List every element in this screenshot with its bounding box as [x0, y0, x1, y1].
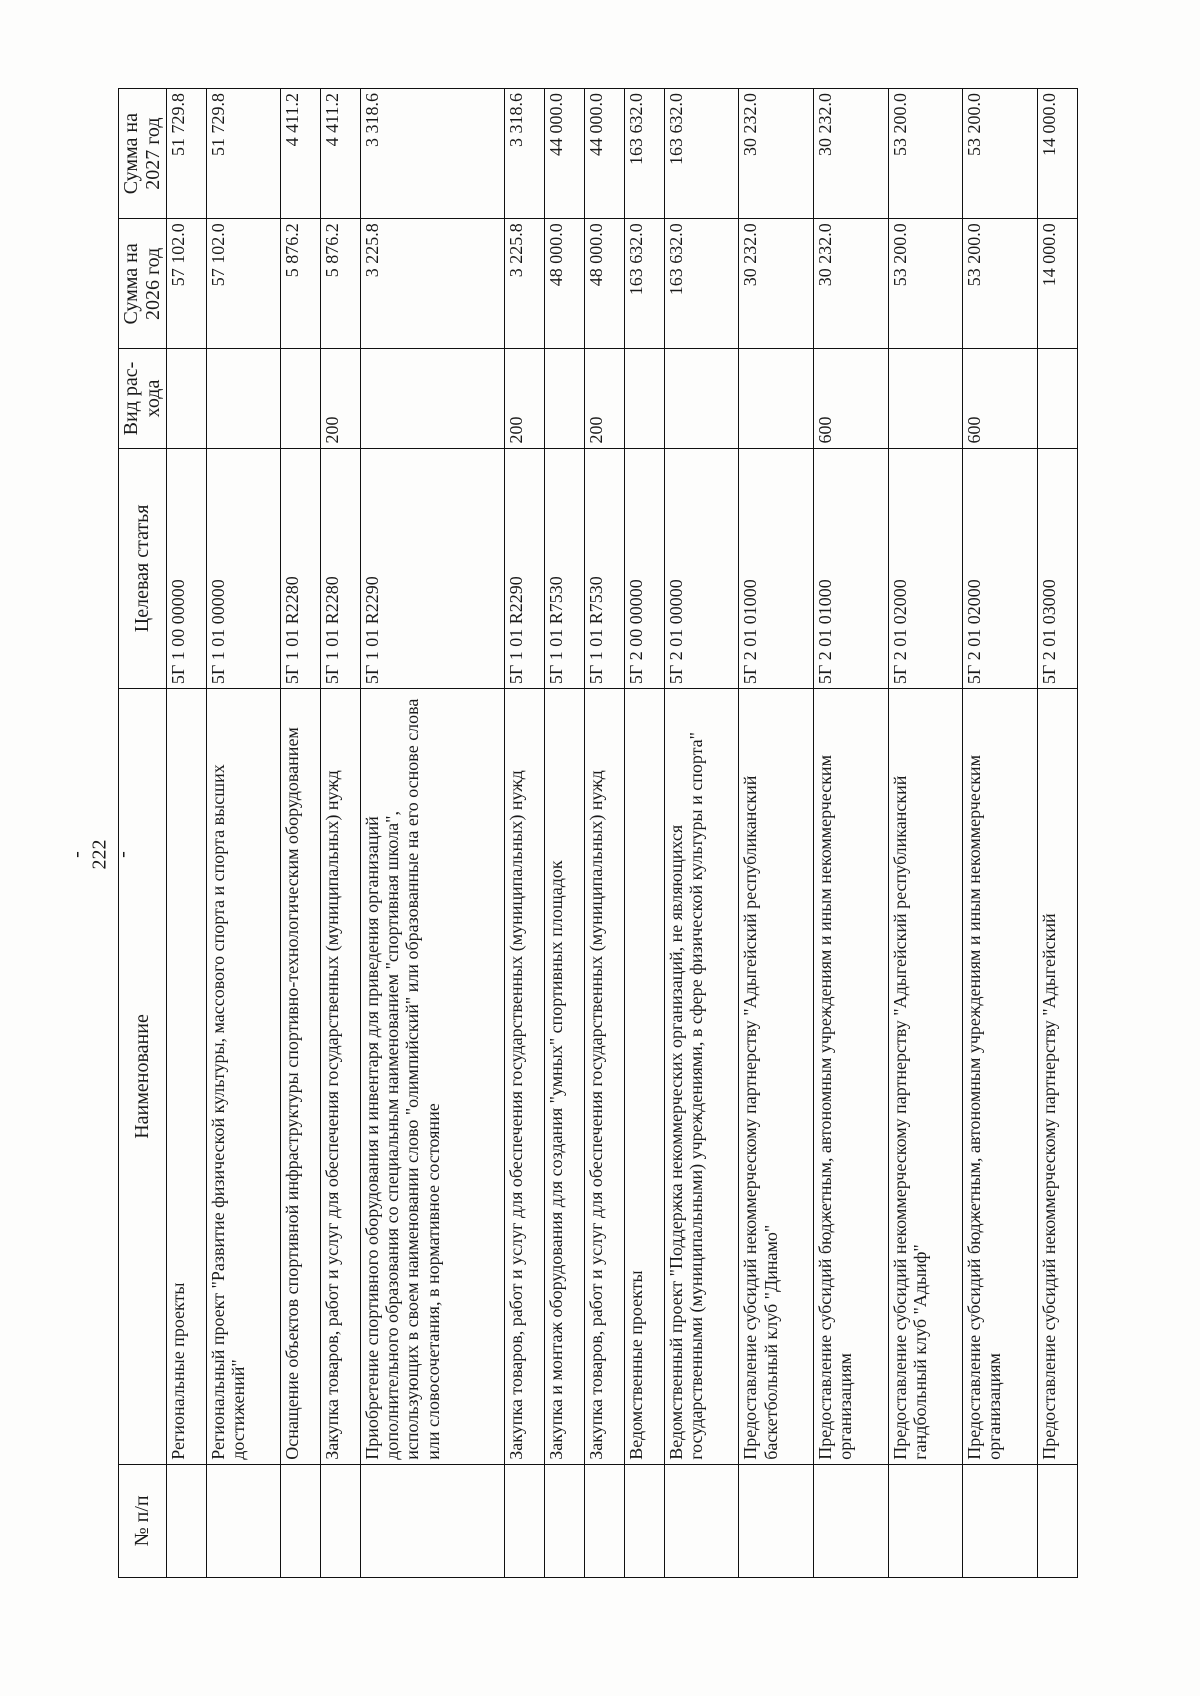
cell-2026: 5 876.2 — [281, 219, 321, 349]
cell-2027: 4 411.2 — [321, 89, 361, 219]
budget-table — [118, 88, 1078, 1578]
cell-no — [963, 1464, 1038, 1577]
cell-name: Предоставление субсидий некоммерческому партнерству "Адыгейский республиканский гандбольный клуб "Адыиф" — [888, 689, 963, 1465]
cell-code: 5Г 1 01 R7530 — [584, 448, 624, 689]
cell-code: 5Г 2 01 02000 — [963, 448, 1038, 689]
cell-code: 5Г 2 01 01000 — [814, 448, 889, 689]
cell-code: 5Г 1 01 R2280 — [281, 448, 321, 689]
cell-code: 5Г 1 00 00000 — [166, 448, 206, 689]
cell-kind — [888, 349, 963, 448]
cell-no — [664, 1464, 739, 1577]
cell-2026: 3 225.8 — [361, 219, 505, 349]
cell-2026: 5 876.2 — [321, 219, 361, 349]
cell-2027: 51 729.8 — [206, 89, 281, 219]
cell-2026: 163 632.0 — [624, 219, 664, 349]
header-2026: Сумма на 2026 год — [119, 219, 167, 349]
cell-2026: 30 232.0 — [739, 219, 814, 349]
cell-no — [584, 1464, 624, 1577]
cell-2027: 53 200.0 — [888, 89, 963, 219]
cell-2026: 48 000.0 — [584, 219, 624, 349]
cell-kind — [739, 349, 814, 448]
cell-kind — [545, 349, 585, 448]
table-row — [584, 89, 624, 1578]
cell-2026: 3 225.8 — [505, 219, 545, 349]
cell-code: 5Г 1 01 R7530 — [545, 448, 585, 689]
cell-2026: 57 102.0 — [166, 219, 206, 349]
cell-2027: 4 411.2 — [281, 89, 321, 219]
cell-kind: 600 — [814, 349, 889, 448]
cell-kind — [1037, 349, 1077, 448]
rotated-table-container — [118, 88, 1078, 1578]
cell-2027: 163 632.0 — [664, 89, 739, 219]
table-row — [166, 89, 206, 1578]
cell-2026: 53 200.0 — [888, 219, 963, 349]
cell-2026: 14 000.0 — [1037, 219, 1077, 349]
cell-kind — [624, 349, 664, 448]
cell-no — [206, 1464, 281, 1577]
table-row — [281, 89, 321, 1578]
table-row — [206, 89, 281, 1578]
cell-name: Ведомственный проект "Поддержка некоммерческих организаций, не являющихся государственными (муниципальными) учреждениями, в сфере физической культуры и спорта" — [664, 689, 739, 1465]
cell-no — [321, 1464, 361, 1577]
cell-code: 5Г 2 01 01000 — [739, 448, 814, 689]
cell-name: Оснащение объектов спортивной инфраструктуры спортивно-технологическим оборудованием — [281, 689, 321, 1465]
cell-name: Закупка товаров, работ и услуг для обеспечения государственных (муниципальных) нужд — [321, 689, 361, 1465]
cell-2027: 30 232.0 — [814, 89, 889, 219]
header-2027: Сумма на 2027 год — [119, 89, 167, 219]
cell-code: 5Г 2 01 03000 — [1037, 448, 1077, 689]
cell-kind: 600 — [963, 349, 1038, 448]
cell-2026: 30 232.0 — [814, 219, 889, 349]
cell-no — [166, 1464, 206, 1577]
cell-no — [361, 1464, 505, 1577]
cell-kind — [664, 349, 739, 448]
cell-2026: 48 000.0 — [545, 219, 585, 349]
table-row — [624, 89, 664, 1578]
table-row — [505, 89, 545, 1578]
table-row — [814, 89, 889, 1578]
cell-name: Приобретение спортивного оборудования и инвентаря для приведения организаций дополнительного образования со специальным наименованием "спортивная школа", использующих в своем наименовании слово "олимпийский" или образованные на его основе слова или словосочетания, в нормативное состояние — [361, 689, 505, 1465]
cell-name: Предоставление субсидий бюджетным, автономным учреждениям и иным некоммерческим организациям — [963, 689, 1038, 1465]
cell-no — [545, 1464, 585, 1577]
cell-2027: 53 200.0 — [963, 89, 1038, 219]
table-row — [664, 89, 739, 1578]
cell-kind: 200 — [321, 349, 361, 448]
cell-2027: 3 318.6 — [505, 89, 545, 219]
cell-2027: 44 000.0 — [545, 89, 585, 219]
header-code: Целевая статья — [119, 448, 167, 689]
table-row — [545, 89, 585, 1578]
cell-no — [505, 1464, 545, 1577]
table-row — [963, 89, 1038, 1578]
table-row — [739, 89, 814, 1578]
cell-no — [739, 1464, 814, 1577]
cell-name: Закупка товаров, работ и услуг для обеспечения государственных (муниципальных) нужд — [584, 689, 624, 1465]
cell-name: Предоставление субсидий бюджетным, автономным учреждениям и иным некоммерческим организациям — [814, 689, 889, 1465]
cell-2027: 163 632.0 — [624, 89, 664, 219]
cell-2026: 57 102.0 — [206, 219, 281, 349]
cell-kind: 200 — [505, 349, 545, 448]
cell-no — [281, 1464, 321, 1577]
cell-kind — [206, 349, 281, 448]
cell-name: Региональный проект "Развитие физической культуры, массового спорта и спорта высших достижений" — [206, 689, 281, 1465]
cell-no — [888, 1464, 963, 1577]
header-kind: Вид рас-хода — [119, 349, 167, 448]
cell-2027: 44 000.0 — [584, 89, 624, 219]
cell-2026: 163 632.0 — [664, 219, 739, 349]
table-row — [321, 89, 361, 1578]
cell-2027: 51 729.8 — [166, 89, 206, 219]
cell-no — [624, 1464, 664, 1577]
cell-kind — [361, 349, 505, 448]
cell-kind: 200 — [584, 349, 624, 448]
cell-code: 5Г 1 01 R2290 — [505, 448, 545, 689]
cell-name: Предоставление субсидий некоммерческому партнерству "Адыгейский республиканский баскетбольный клуб "Динамо" — [739, 689, 814, 1465]
cell-code: 5Г 1 01 00000 — [206, 448, 281, 689]
page-number: - 222 - — [65, 839, 134, 870]
table-header-row — [119, 89, 167, 1578]
table-row — [1037, 89, 1077, 1578]
cell-no — [814, 1464, 889, 1577]
cell-name: Региональные проекты — [166, 689, 206, 1465]
table-row — [361, 89, 505, 1578]
header-name: Наименование — [119, 689, 167, 1465]
table-row — [888, 89, 963, 1578]
cell-code: 5Г 1 01 R2280 — [321, 448, 361, 689]
cell-kind — [166, 349, 206, 448]
cell-name: Закупка товаров, работ и услуг для обеспечения государственных (муниципальных) нужд — [505, 689, 545, 1465]
cell-2026: 53 200.0 — [963, 219, 1038, 349]
header-no: № п/п — [119, 1464, 167, 1577]
cell-2027: 3 318.6 — [361, 89, 505, 219]
cell-code: 5Г 2 00 00000 — [624, 448, 664, 689]
cell-name: Предоставление субсидий некоммерческому партнерству "Адыгейский — [1037, 689, 1077, 1465]
cell-code: 5Г 1 01 R2290 — [361, 448, 505, 689]
cell-name: Ведомственные проекты — [624, 689, 664, 1465]
cell-code: 5Г 2 01 02000 — [888, 448, 963, 689]
cell-2027: 30 232.0 — [739, 89, 814, 219]
cell-name: Закупка и монтаж оборудования для создания "умных" спортивных площадок — [545, 689, 585, 1465]
cell-no — [1037, 1464, 1077, 1577]
cell-2027: 14 000.0 — [1037, 89, 1077, 219]
cell-kind — [281, 349, 321, 448]
cell-code: 5Г 2 01 00000 — [664, 448, 739, 689]
